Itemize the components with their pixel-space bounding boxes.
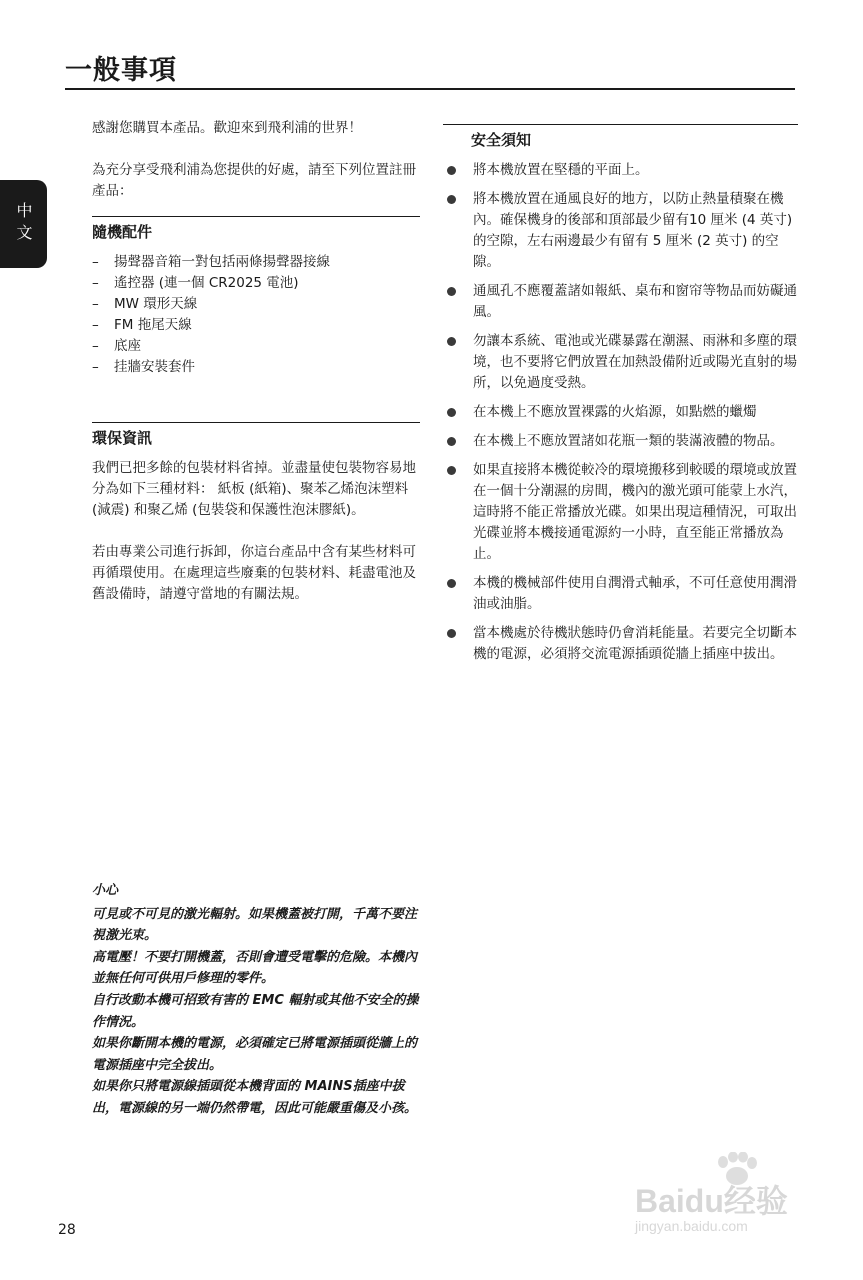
list-item: [443, 331, 798, 394]
caution-line: 如果你斷開本機的電源，必須確定已將電源插頭從牆上的電源插座中完全拔出。: [92, 1036, 418, 1073]
left-column: [92, 118, 420, 605]
intro-thanks: 感謝您購買本產品。歡迎來到飛利浦的世界！: [92, 120, 362, 136]
page-title: 一般事項: [65, 55, 177, 86]
bullet-icon: [447, 437, 456, 446]
bullet-icon: [447, 408, 456, 417]
safety-list: [443, 160, 798, 665]
list-item: – 挂牆安裝套件: [92, 357, 420, 378]
safety-heading: 安全須知: [471, 131, 532, 149]
list-item-text: 本機的機械部件使用自潤滑式軸承，不可任意使用潤滑油或油脂。: [473, 575, 797, 612]
list-item: – MW 環形天線: [92, 294, 420, 315]
list-item-text: 在本機上不應放置諸如花瓶一類的裝滿液體的物品。: [473, 433, 784, 449]
environment-heading: 環保資訊: [92, 429, 153, 447]
bullet-icon: [447, 337, 456, 346]
environment-paragraph: 若由專業公司進行拆卸，你這台產品中含有某些材料可再循環使用。在處理這些廢棄的包裝材料、耗盡電池及舊設備時，請遵守當地的有關法規。: [92, 544, 416, 602]
watermark-url: jingyan.baidu.com: [635, 1218, 748, 1234]
accessories-list: [92, 252, 420, 378]
accessories-rule: [92, 216, 420, 217]
list-item: [443, 402, 798, 423]
watermark: [623, 1148, 823, 1248]
accessories-heading: 隨機配件: [92, 223, 153, 241]
list-item: [443, 281, 798, 323]
title-rule: [65, 88, 795, 90]
language-tab: 中文: [0, 180, 47, 268]
bullet-icon: [447, 629, 456, 638]
bullet-icon: [447, 466, 456, 475]
list-item-text: 通風孔不應覆蓋諸如報紙、桌布和窗帘等物品而妨礙通風。: [473, 283, 797, 320]
bullet-icon: [447, 195, 456, 204]
list-item-text: 當本機處於待機狀態時仍會消耗能量。若要完全切斷本機的電源，必須將交流電源插頭從牆上插座中拔出。: [473, 625, 797, 662]
caution-line: 可見或不可見的激光輻射。如果機蓋被打開，千萬不要注視激光束。: [92, 906, 418, 944]
caution-line: 自行改動本機可招致有害的 EMC 輻射或其他不安全的操作情況。: [92, 992, 419, 1030]
caution-title: 小心: [92, 883, 119, 898]
list-item: [443, 431, 798, 452]
list-item-text: 在本機上不應放置裸露的火焰源，如點燃的蠟燭: [473, 404, 757, 420]
page-number: 28: [58, 1222, 76, 1238]
right-column: [443, 124, 798, 673]
bullet-icon: [447, 287, 456, 296]
caution-block: [92, 880, 428, 1120]
list-item-text: 如果直接將本機從較冷的環境搬移到較暖的環境或放置在一個十分潮濕的房間，機內的激光頭可能蒙上水汽，這時將不能正常播放光碟。如果出現這種情況，可取出光碟並將本機接通電源約一小時，直至能正常播放為止。: [473, 462, 797, 562]
bullet-icon: [447, 166, 456, 175]
caution-line: 如果你只將電源線插頭從本機背面的 MAINS插座中拔出，電源線的另一端仍然帶電，因此可能嚴重傷及小孩。: [92, 1079, 418, 1116]
list-item: [443, 460, 798, 565]
list-item: [443, 160, 798, 181]
caution-line: 高電壓！不要打開機蓋，否則會遭受電擊的危險。本機內並無任何可供用戶修理的零件。: [92, 949, 418, 987]
list-item: [443, 189, 798, 273]
environment-rule: [92, 422, 420, 423]
list-item-text: 將本機放置在堅穩的平面上。: [473, 162, 649, 178]
intro-register: 為充分享受飛利浦為您提供的好處，請至下列位置註冊產品：: [92, 162, 416, 199]
environment-paragraph: 我們已把多餘的包裝材料省掉。並盡量使包裝物容易地分為如下三種材料： 紙板 (紙箱)、聚苯乙烯泡沫塑料 (減震) 和聚乙烯 (包裝袋和保護性泡沫膠紙)。: [92, 460, 416, 518]
list-item: [443, 623, 798, 665]
list-item-text: 勿讓本系統、電池或光碟暴露在潮濕、雨淋和多塵的環境，也不要將它們放置在加熱設備附近或陽光直射的場所，以免過度受熱。: [473, 333, 797, 391]
list-item: – FM 拖尾天線: [92, 315, 420, 336]
watermark-brand: Baidu经验: [635, 1183, 788, 1219]
list-item: – 底座: [92, 336, 420, 357]
list-item: – 遙控器 (連一個 CR2025 電池): [92, 273, 420, 294]
list-item: [443, 573, 798, 615]
list-item: – 揚聲器音箱一對包括兩條揚聲器接線: [92, 252, 420, 273]
list-item-text: 將本機放置在通風良好的地方，以防止熱量積聚在機內。確保機身的後部和頂部最少留有10 厘米 (4 英寸) 的空隙，左右兩邊最少有留有 5 厘米 (2 英寸) 的空隙。: [473, 191, 793, 270]
safety-rule: [443, 124, 798, 125]
bullet-icon: [447, 579, 456, 588]
